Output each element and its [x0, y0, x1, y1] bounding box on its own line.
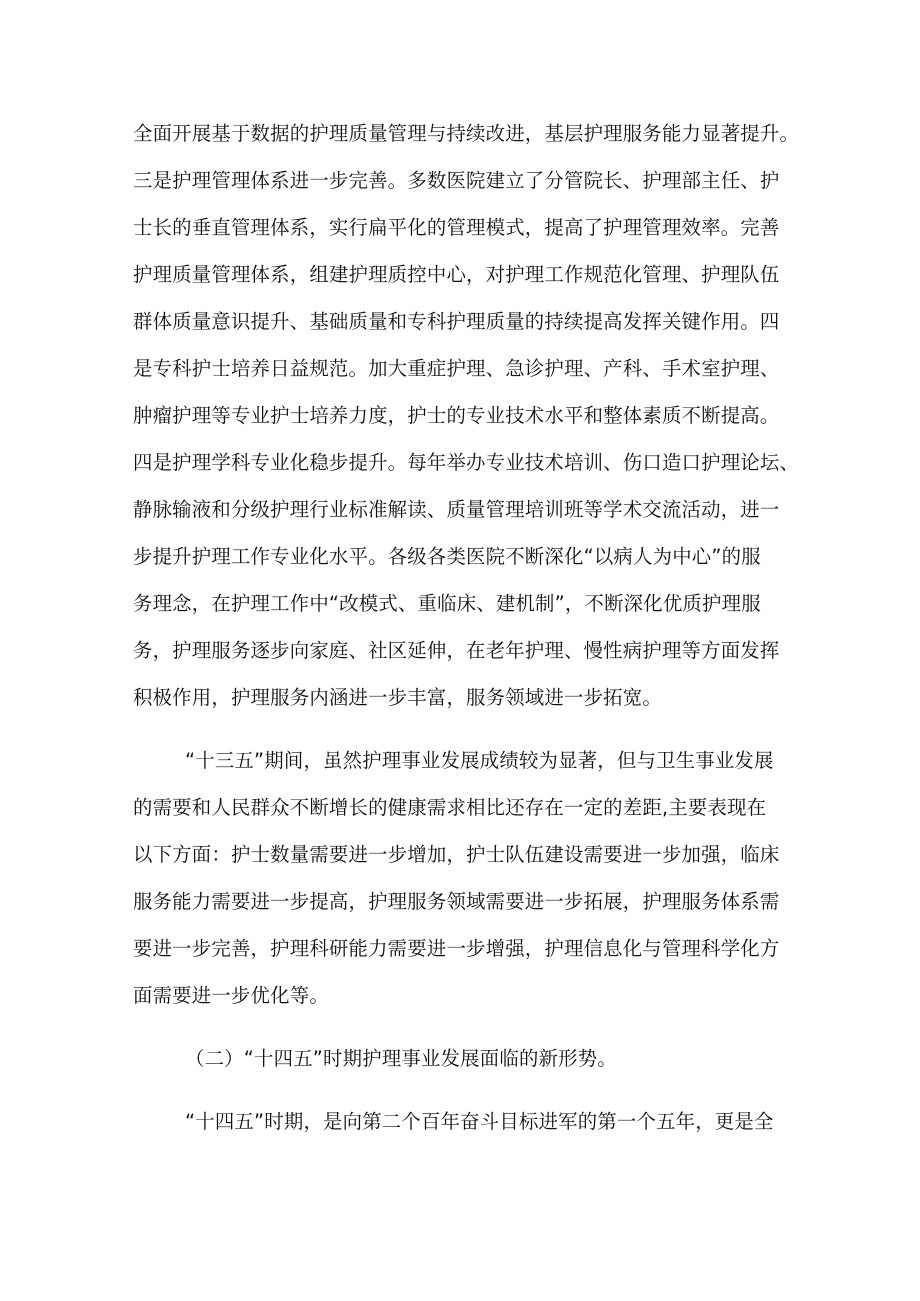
text-line: 步提升护理工作专业化水平。各级各类医院不断深化“以病人为中心”的服	[133, 545, 761, 568]
text-line: 是专科护士培养日益规范。加大重症护理、急诊护理、产科、手术室护理、	[133, 357, 780, 380]
text-line: “十四五”时期，是向第二个百年奋斗目标进军的第一个五年，更是全	[185, 1110, 774, 1133]
text-line: 服务能力需要进一步提高，护理服务领域需要进一步拓展，护理服务体系需	[133, 890, 780, 913]
text-line: 积极作用，护理服务内涵进一步丰富，服务领域进一步拓宽。	[133, 686, 662, 709]
text-line: 全面开展基于数据的护理质量管理与持续改进，基层护理服务能力显著提升。	[133, 122, 800, 145]
text-line: 务，护理服务逐步向家庭、社区延伸，在老年护理、慢性病护理等方面发挥	[133, 639, 780, 662]
text-line: “十三五”期间，虽然护理事业发展成绩较为显著，但与卫生事业发展	[185, 749, 774, 772]
text-line: 以下方面：护士数量需要进一步增加，护士队伍建设需要进一步加强，临床	[133, 843, 780, 866]
text-line: 务理念，在护理工作中“改模式、重临床、建机制”，不断深化优质护理服	[133, 592, 761, 615]
text-line: 护理质量管理体系，组建护理质控中心，对护理工作规范化管理、护理队伍	[133, 263, 780, 286]
text-line: 的需要和人民群众不断增长的健康需求相比还存在一定的差距,主要表现在	[133, 796, 767, 819]
text-line: 群体质量意识提升、基础质量和专科护理质量的持续提高发挥关键作用。四	[133, 310, 780, 333]
text-line: 士长的垂直管理体系，实行扁平化的管理模式，提高了护理管理效率。完善	[133, 216, 780, 239]
text-line: 肿瘤护理等专业护士培养力度，护士的专业技术水平和整体素质不断提高。	[133, 404, 780, 427]
text-line: 三是护理管理体系进一步完善。多数医院建立了分管院长、护理部主任、护	[133, 169, 780, 192]
text-line: 四是护理学科专业化稳步提升。每年举办专业技术培训、伤口造口护理论坛、	[133, 451, 800, 474]
text-line: 面需要进一步优化等。	[133, 984, 329, 1007]
section-heading: （二）“十四五”时期护理事业发展面临的新形势。	[185, 1047, 617, 1070]
text-line: 静脉输液和分级护理行业标准解读、质量管理培训班等学术交流活动，进一	[133, 498, 780, 521]
text-line: 要进一步完善，护理科研能力需要进一步增强，护理信息化与管理科学化方	[133, 937, 780, 960]
